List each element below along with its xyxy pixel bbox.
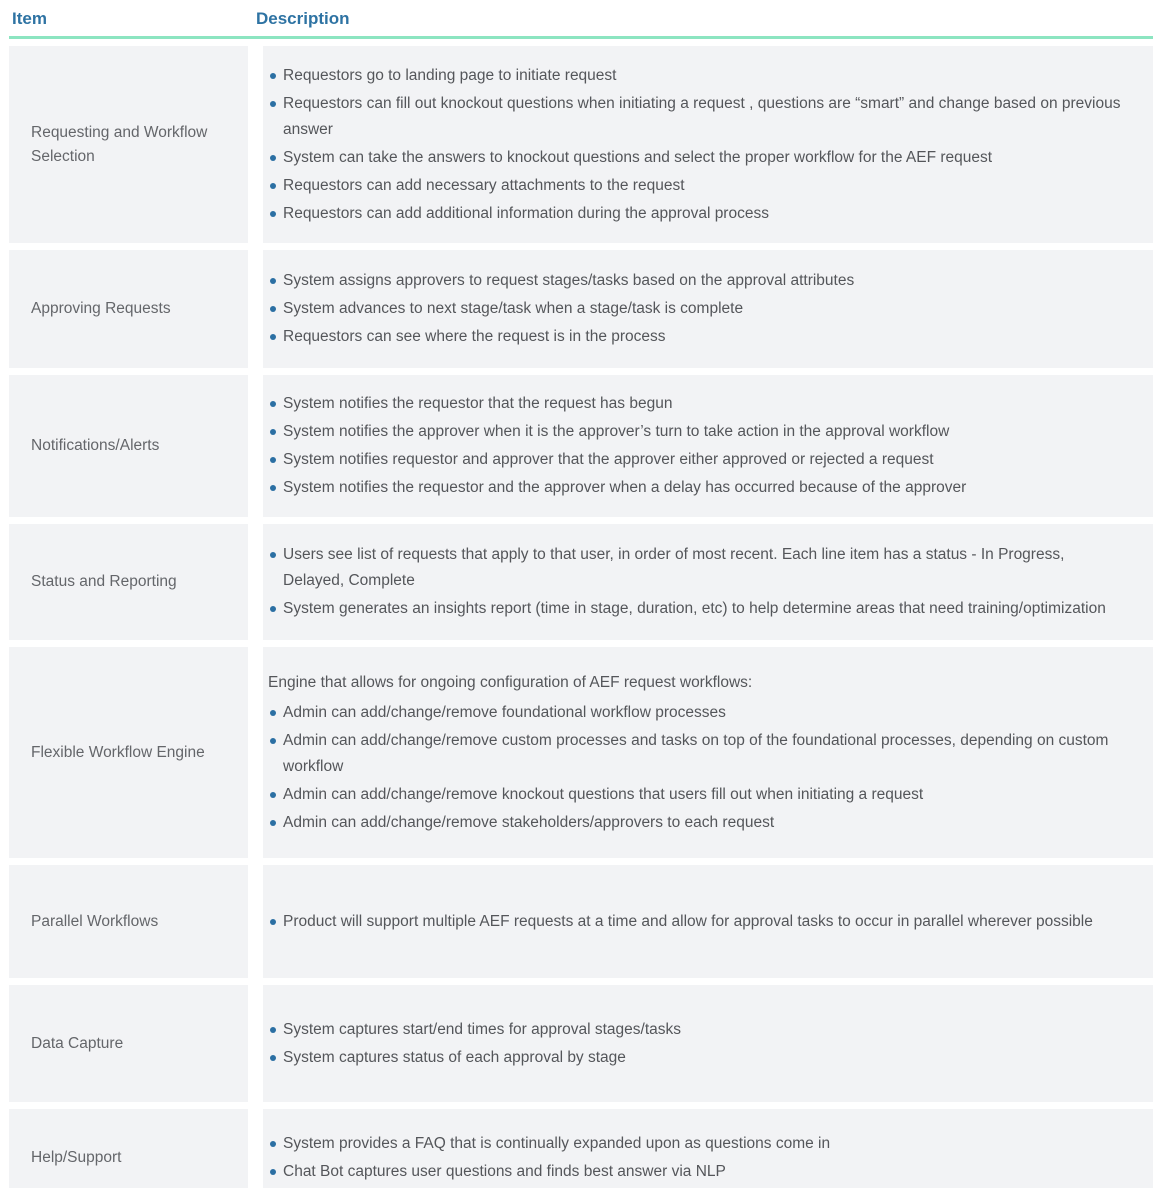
item-cell [9,985,248,1102]
header-divider-line [9,36,1153,39]
bullet-item: System captures start/end times for approval stages/tasks [268,1017,1123,1043]
item-label: Approving Requests [31,300,171,317]
description-cell [263,1109,1153,1188]
description-cell [263,46,1153,243]
bullet-item: System advances to next stage/task when a stage/task is complete [268,296,1123,322]
description-cell [263,250,1153,368]
description-cell [263,865,1153,978]
bullet-item: Chat Bot captures user questions and finds best answer via NLP [268,1159,1123,1185]
bullet-item: Admin can add/change/remove foundational workflow processes [268,700,1123,726]
bullet-item: Users see list of requests that apply to that user, in order of most recent. Each line item has a status - In Progress, Delayed, Complete [268,542,1123,594]
item-label: Requesting and Workflow Selection [31,123,208,165]
description-cell [263,375,1153,517]
item-label: Status and Reporting [31,573,177,590]
item-cell [9,375,248,517]
bullet-list [268,907,1123,937]
table-row [9,647,1153,858]
column-header-item: Item [12,9,47,28]
bullet-item: System notifies the requestor and the approver when a delay has occurred because of the approver [268,475,1123,501]
bullet-item: System can take the answers to knockout questions and select the proper workflow for the AEF request [268,145,1123,171]
item-cell [9,524,248,640]
bullet-list [268,1015,1123,1073]
item-label: Parallel Workflows [31,912,159,930]
table-row [9,46,1153,243]
bullet-item: System provides a FAQ that is continually expanded upon as questions come in [268,1131,1123,1157]
bullet-item: Admin can add/change/remove custom processes and tasks on top of the foundational processes, depending on custom workflow [268,728,1123,780]
bullet-item: Requestors can see where the request is in the process [268,324,1123,350]
bullet-item: Product will support multiple AEF requests at a time and allow for approval tasks to occur in parallel wherever possible [268,909,1123,935]
description-cell [263,524,1153,640]
item-cell [9,647,248,858]
table-row [9,524,1153,640]
item-label: Notifications/Alerts [31,437,160,454]
column-header-description: Description [256,9,350,28]
description-cell [263,647,1153,858]
table-row [9,375,1153,517]
bullet-list [268,698,1123,838]
table-row [9,250,1153,368]
item-cell [9,865,248,978]
bullet-item: System assigns approvers to request stages/tasks based on the approval attributes [268,268,1123,294]
bullet-item: Requestors go to landing page to initiate request [268,63,1123,89]
bullet-item: Requestors can add additional information during the approval process [268,201,1123,227]
item-label: Flexible Workflow Engine [31,743,205,761]
item-label: Data Capture [31,1034,124,1052]
item-cell [9,46,248,243]
bullet-list [268,540,1123,624]
bullet-item: Requestors can fill out knockout questions when initiating a request , questions are “smart” and change based on previous answer [268,91,1123,143]
bullet-item: System notifies the approver when it is the approver’s turn to take action in the approval workflow [268,419,1123,445]
table-row [9,1109,1153,1188]
bullet-item: Requestors can add necessary attachments to the request [268,173,1123,199]
bullet-item: System captures status of each approval by stage [268,1045,1123,1071]
item-cell [9,1109,248,1188]
description-cell [263,985,1153,1102]
bullet-item: Admin can add/change/remove knockout questions that users fill out when initiating a request [268,782,1123,808]
bullet-list [268,1129,1123,1187]
item-cell [9,250,248,368]
bullet-item: Admin can add/change/remove stakeholders/approvers to each request [268,810,1123,836]
table-header-row [9,8,1153,30]
bullet-item: System generates an insights report (time in stage, duration, etc) to help determine areas that need training/optimization [268,596,1123,622]
bullet-list [268,266,1123,352]
item-label: Help/Support [31,1148,122,1166]
bullet-list [268,389,1123,503]
table-row [9,865,1153,978]
bullet-item: System notifies requestor and approver that the approver either approved or rejected a request [268,447,1123,473]
table-row [9,985,1153,1102]
bullet-list [268,61,1123,229]
bullet-item: System notifies the requestor that the request has begun [268,391,1123,417]
description-intro: Engine that allows for ongoing configuration of AEF request workflows: [268,673,753,691]
